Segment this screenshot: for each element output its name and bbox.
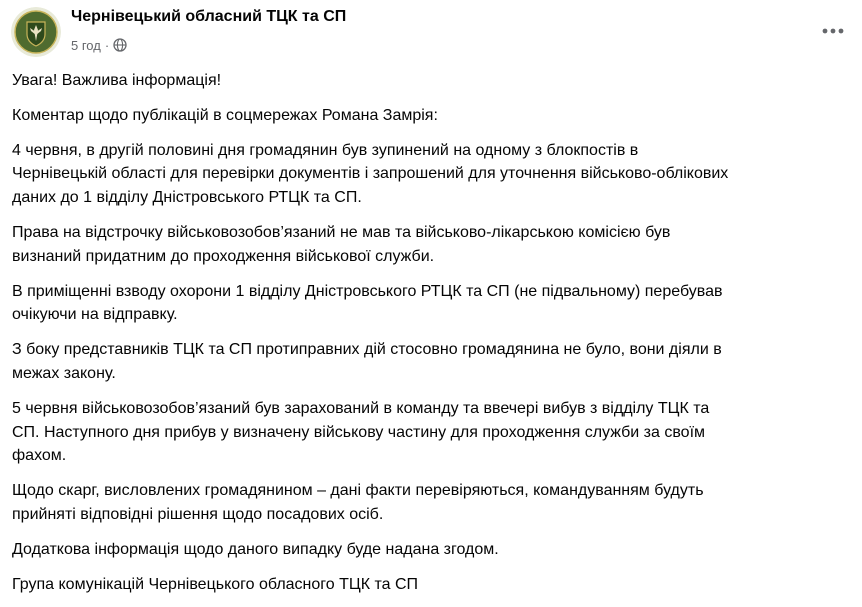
post-paragraph: Увага! Важлива інформація!	[12, 72, 222, 89]
meta-separator: ·	[104, 37, 110, 53]
post-paragraph: З боку представників ТЦК та СП протиправних дій стосовно громадянина не було, вони діяли в межах закону.	[12, 341, 722, 382]
post-time[interactable]: 5 год	[71, 37, 101, 53]
page-avatar[interactable]	[11, 7, 61, 57]
post-paragraph: Група комунікацій Чернівецького обласного ТЦК та СП	[12, 575, 419, 593]
more-options-button[interactable]	[814, 12, 852, 50]
post-paragraph: 5 червня військовозобов’язаний був зарахований в команду та ввечері вибув з відділу ТЦК та СП. Наступного дня прибув у визначену військову частину для проходження служби за своїм фахом.	[12, 399, 710, 465]
post-paragraph: В приміщенні взводу охорони 1 відділу Дністровського РТЦК та СП (не підвальному) перебував очікуючи на відправку.	[12, 282, 723, 324]
post-paragraph: Додаткова інформація щодо даного випадку буде надана згодом.	[12, 540, 499, 558]
post-paragraph: Щодо скарг, висловлених громадянином – дані факти перевіряються, командуванням будуть прийняті відповідні рішення щодо посадових осіб.	[12, 482, 704, 523]
page-name[interactable]: Чернівецький обласний ТЦК та СП	[71, 8, 347, 25]
post-header	[0, 0, 862, 66]
globe-icon[interactable]	[113, 38, 127, 52]
more-options-icon	[822, 28, 844, 34]
post-paragraph: Коментар щодо публікацій в соцмережах Романа Замрія:	[12, 106, 438, 124]
post-meta	[71, 36, 127, 54]
post-paragraph: 4 червня, в другій половині дня громадянин був зупинений на одному з блокпостів в Чернівецькій області для перевірки документів і запрошений для уточнення військово-облікових даних до 1 відділу Дністровського РТЦК та СП.	[12, 141, 729, 207]
post-paragraph: Права на відстрочку військовозобов’язаний не мав та військово-лікарською комісією був визнаний придатним до проходження військової служби.	[12, 223, 671, 265]
military-emblem-icon	[11, 7, 61, 57]
post-body	[12, 69, 862, 607]
